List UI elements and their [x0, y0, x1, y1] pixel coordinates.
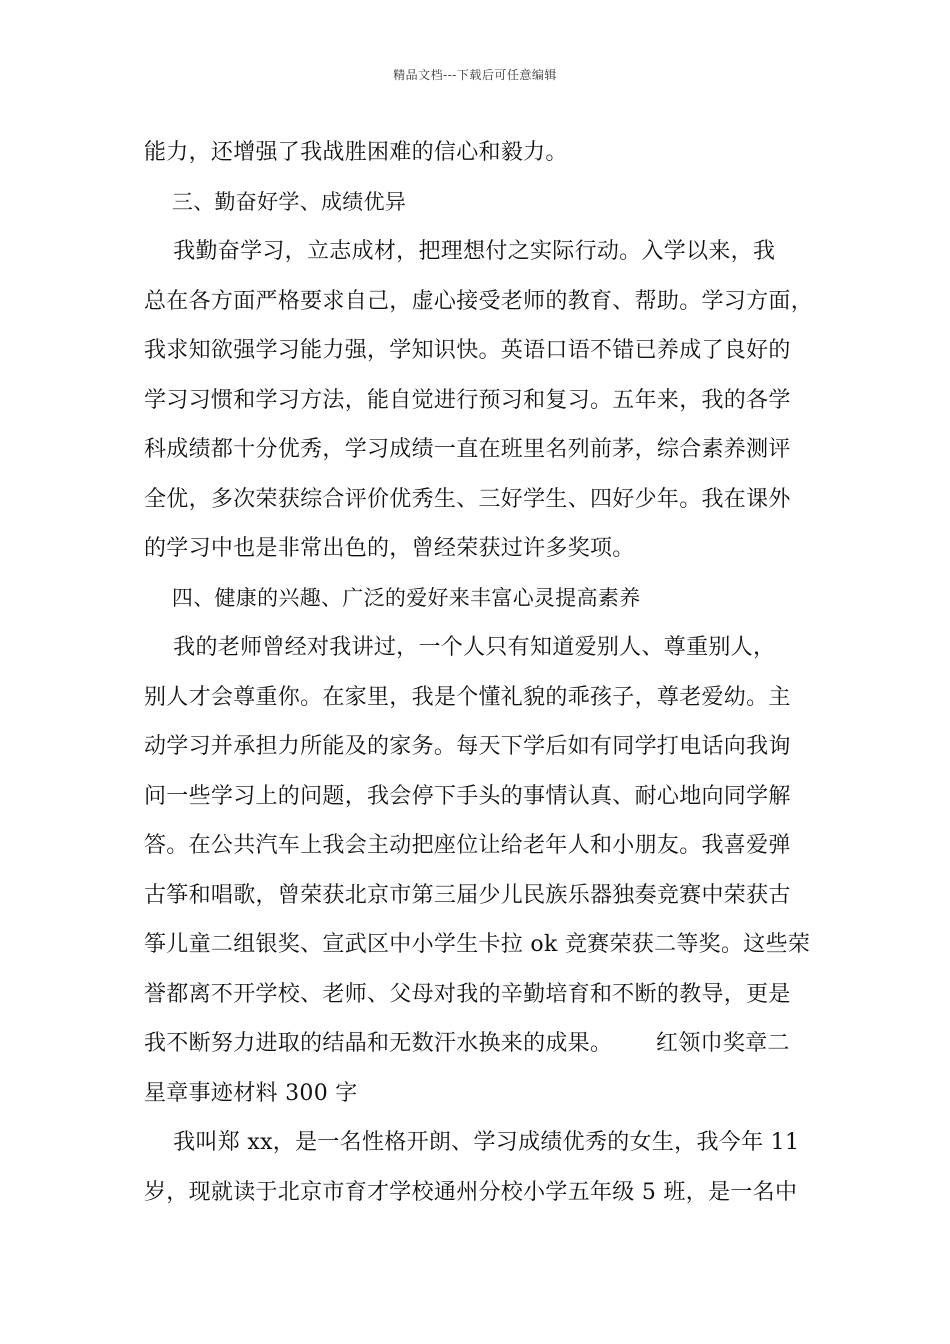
- text-line: 我叫郑 xx，是一名性格开朗、学习成绩优秀的女生，我今年 11: [144, 1130, 800, 1155]
- text-line: 岁，现就读于北京市育才学校通州分校小学五年级 5 班，是一名中: [144, 1179, 798, 1205]
- text-line: 别人才会尊重你。在家里，我是个懂礼貌的乖孩子，尊老爱幼。主: [144, 684, 791, 710]
- text-line: 的学习中也是非常出色的，曾经荣获过许多奖项。: [144, 536, 635, 561]
- text-line: 筝儿童二组银奖、宣武区中小学生卡拉 ok 竞赛荣获二等奖。这些荣: [144, 932, 811, 957]
- text-line: 总在各方面严格要求自己，虚心接受老师的教育、帮助。学习方面，: [144, 288, 814, 314]
- text-line: 我的老师曾经对我讲过，一个人只有知道爱别人、尊重别人，: [144, 635, 776, 660]
- text-line: 科成绩都十分优秀，学习成绩一直在班里名列前茅，综合素养测评: [144, 437, 791, 462]
- text-line: 学习习惯和学习方法，能自觉进行预习和复习。五年来，我的各学: [144, 387, 791, 413]
- text-line: 我求知欲强学习能力强，学知识快。英语口语不错已养成了良好的: [144, 338, 791, 363]
- text-line: 誉都离不开学校、老师、父母对我的辛勤培育和不断的教导，更是: [144, 981, 791, 1007]
- text-line: 我不断努力进取的结晶和无数汗水换来的成果。 红领巾奖章二: [144, 1031, 790, 1056]
- text-line: 动学习并承担力所能及的家务。每天下学后如有同学打电话向我询: [144, 734, 791, 759]
- page-header: 精品文档---下载后可任意编辑: [393, 68, 557, 82]
- text-line: 我勤奋学习，立志成材，把理想付之实际行动。入学以来，我: [144, 239, 776, 264]
- text-line: 古筝和唱歌，曾荣获北京市第三届少儿民族乐器独奏竞赛中荣获古: [144, 882, 791, 908]
- text-line: 答。在公共汽车上我会主动把座位让给老年人和小朋友。我喜爱弹: [144, 833, 791, 858]
- section-heading: 四、健康的兴趣、广泛的爱好来丰富心灵提高素养: [144, 585, 641, 610]
- section-heading: 三、勤奋好学、成绩优异: [144, 189, 407, 214]
- text-line: 全优，多次荣获综合评价优秀生、三好学生、四好少年。我在课外: [144, 486, 791, 512]
- text-line: 星章事迹材料 300 字: [144, 1080, 358, 1106]
- text-line: 能力，还增强了我战胜困难的信心和毅力。: [144, 140, 568, 165]
- text-line: 问一些学习上的问题，我会停下手头的事情认真、耐心地向同学解: [144, 783, 791, 809]
- document-body: [144, 128, 824, 1217]
